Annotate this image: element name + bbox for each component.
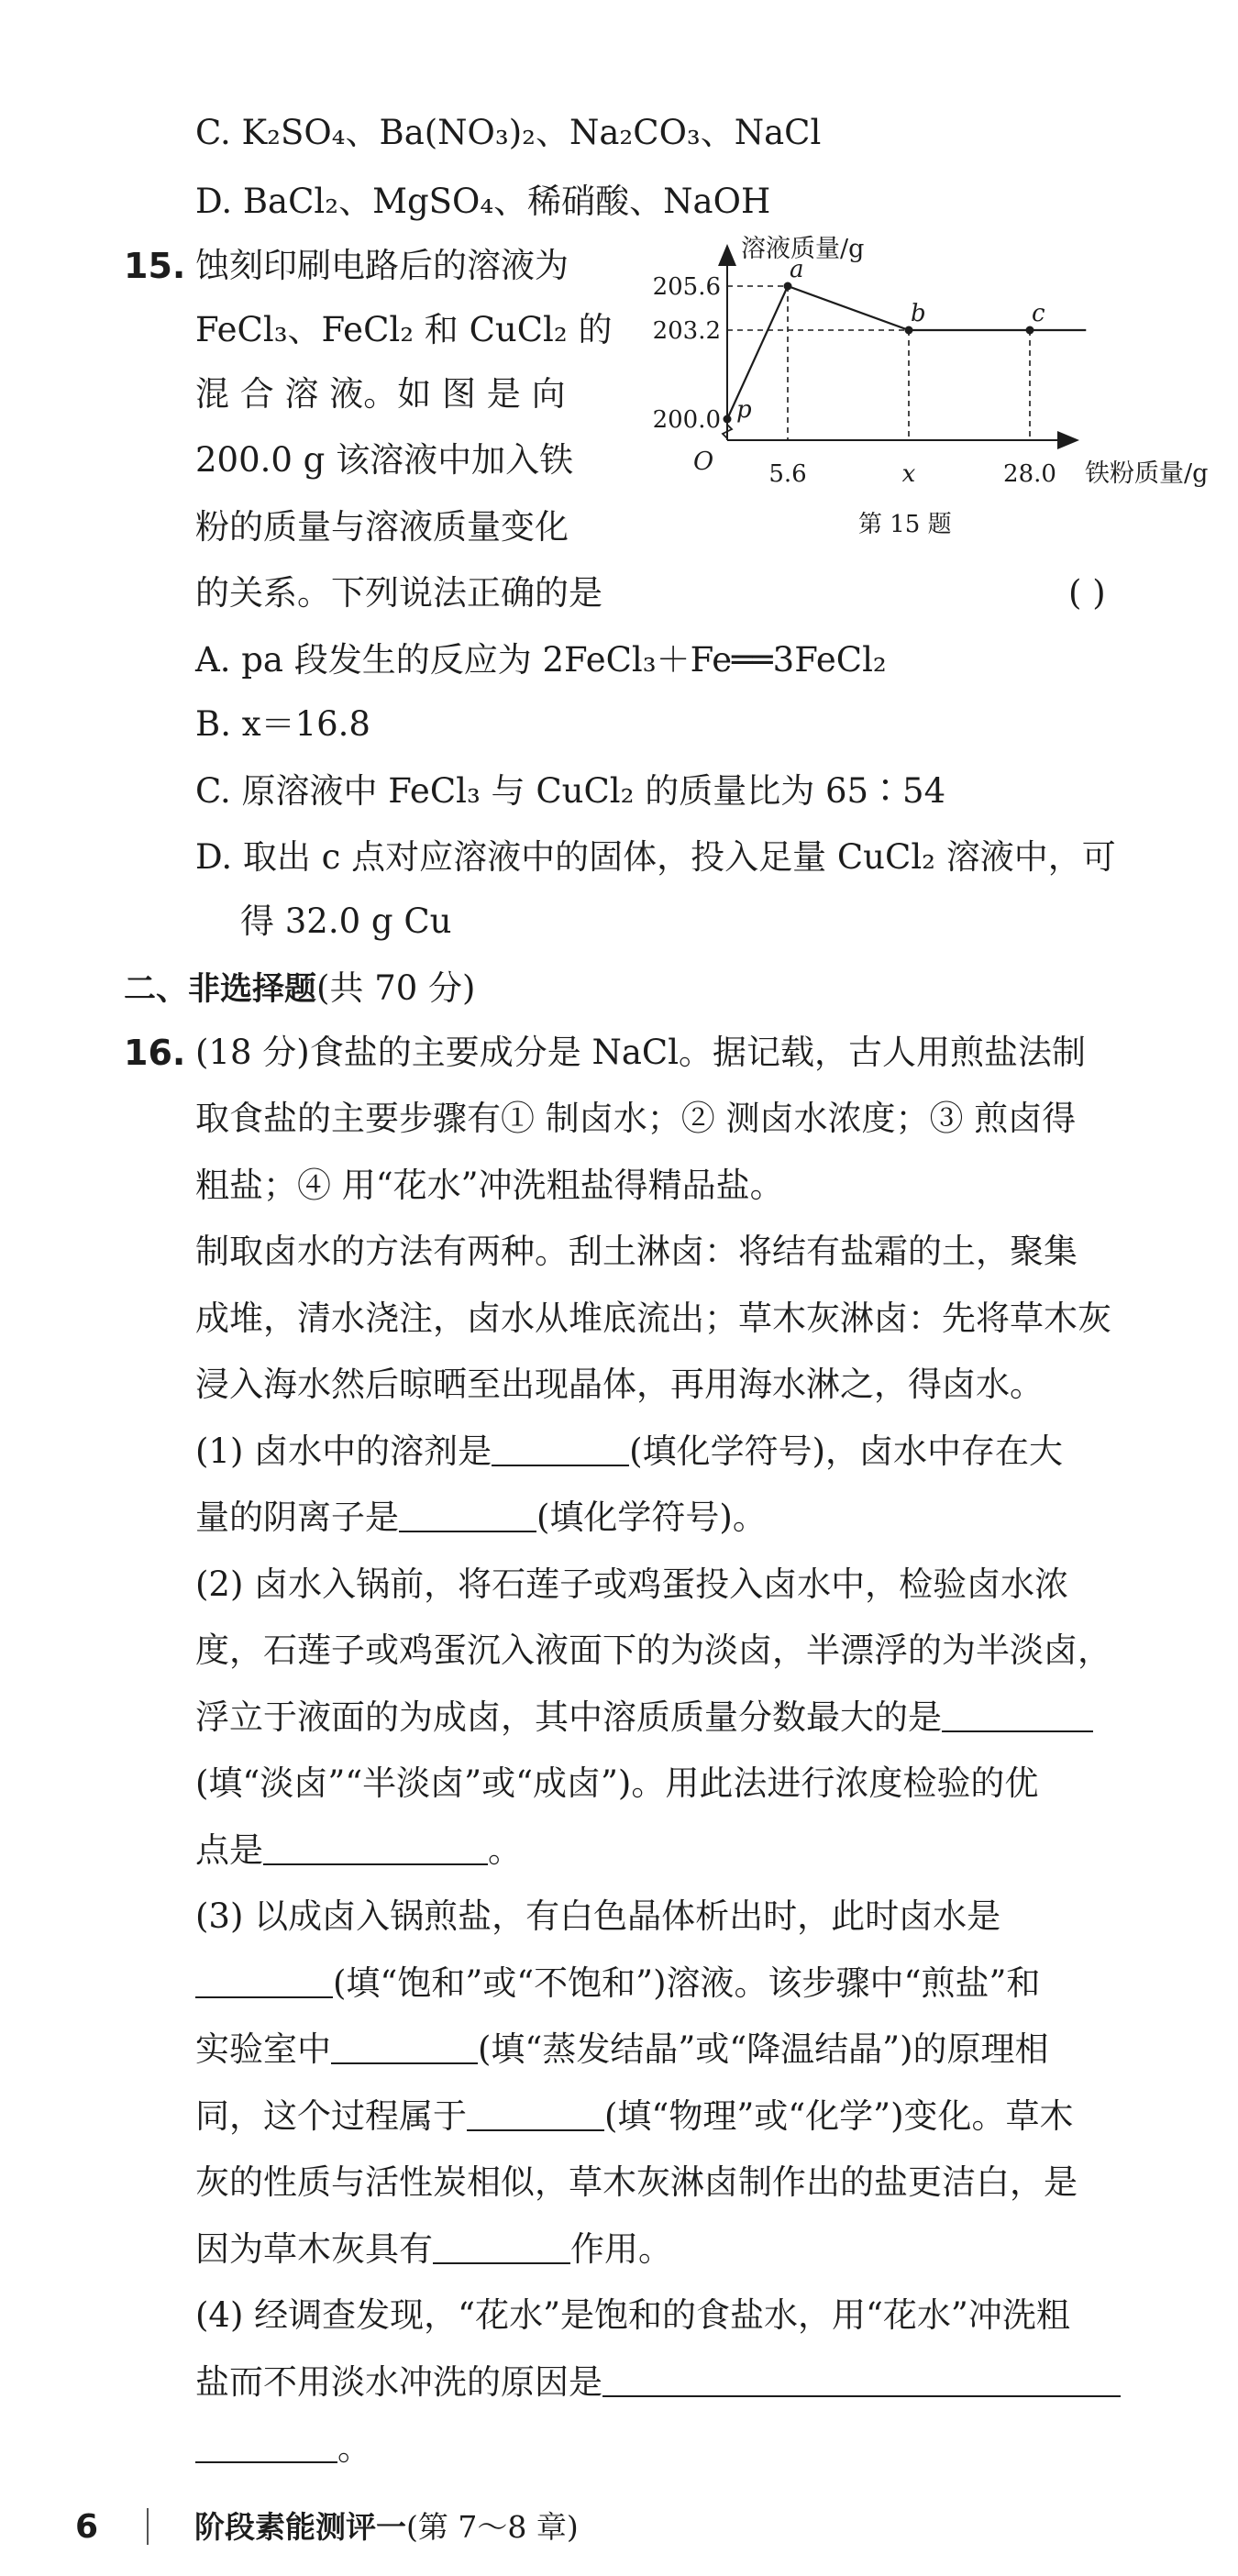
x-axis-label: 铁粉质量/g <box>1085 459 1209 488</box>
q16-line: 制取卤水的方法有两种。刮土淋卤：将结有盐霜的土，聚集 <box>195 1232 1078 1271</box>
q16-part3-line4: 同，这个过程属于 (填“物理”或“化学”)变化。草木 <box>195 2096 1074 2136</box>
q16-part2-line3: 浮立于液面的为成卤，其中溶质质量分数最大的是 <box>195 1695 1093 1741</box>
q15-stem-line: 蚀刻印刷电路后的溶液为 <box>195 246 569 285</box>
q16-line: 取食盐的主要步骤有① 制卤水；② 测卤水浓度；③ 煎卤得 <box>195 1099 1077 1138</box>
q16-part3-line3: 实验室中 (填“蒸发结晶”或“降温结晶”)的原理相 <box>195 2029 1049 2069</box>
q15-answer-paren: ( ) <box>1068 573 1106 613</box>
q15-stem-line: 混 合 溶 液。如 图 是 向 <box>195 374 566 414</box>
answer-blank[interactable] <box>195 2428 337 2463</box>
q16-number: 16. <box>124 1033 186 1073</box>
answer-blank[interactable] <box>433 2229 570 2264</box>
answer-blank[interactable] <box>467 2096 604 2131</box>
answer-blank[interactable] <box>942 1697 1093 1732</box>
x-tick-label: 5.6 <box>768 460 807 488</box>
data-point-p <box>724 415 732 424</box>
q15-option-d: D. 取出 c 点对应溶液中的固体，投入足量 CuCl₂ 溶液中，可 <box>195 837 1116 877</box>
q14-option-c: C. K₂SO₄、Ba(NO₃)₂、Na₂CO₃、NaCl <box>195 113 822 152</box>
q16-line: 粗盐；④ 用“花水”冲洗粗盐得精品盐。 <box>195 1166 784 1205</box>
y-tick-labels <box>653 273 721 434</box>
answer-blank[interactable] <box>263 1830 488 1865</box>
q15-option-a: A. pa 段发生的反应为 2FeCl₃＋Fe══3FeCl₂ <box>195 640 887 680</box>
footer-title: 阶段素能测评一(第 7～8 章) <box>194 2509 579 2545</box>
q16-part4-line2: 盐而不用淡水冲洗的原因是 <box>195 2360 1121 2405</box>
point-label-p: p <box>736 396 752 424</box>
q14-option-d: D. BaCl₂、MgSO₄、稀硝酸、NaOH <box>195 182 771 221</box>
q15-stem-line: 的关系。下列说法正确的是 <box>195 573 602 613</box>
q16-part4-line1: (4) 经调查发现，“花水”是饱和的食盐水，用“花水”冲洗粗 <box>195 2295 1070 2335</box>
section-score: (共 70 分) <box>316 968 476 1008</box>
page-number: 6 <box>75 2508 99 2546</box>
q15-stem-line: 200.0 g 该溶液中加入铁 <box>195 440 574 480</box>
q16-line: 浸入海水然后晾晒至出现晶体，再用海水淋之，得卤水。 <box>195 1365 1044 1404</box>
q15-chart <box>652 229 1209 596</box>
q15-stem-line: FeCl₃、FeCl₂ 和 CuCl₂ 的 <box>195 310 613 349</box>
q16-line: 成堆，清水浇注，卤水从堆底流出；草木灰淋卤：先将草木灰 <box>195 1299 1111 1338</box>
y-tick-label: 205.6 <box>652 273 721 301</box>
q15-stem-line: 粉的质量与溶液质量变化 <box>195 507 569 547</box>
q16-part2-line2: 度，石莲子或鸡蛋沉入液面下的为淡卤，半漂浮的为半淡卤， <box>195 1631 1111 1670</box>
point-label-b: b <box>911 300 926 327</box>
q16-part3-line6: 因为草木灰具有 作用。 <box>195 2229 672 2269</box>
q16-part2-line1: (2) 卤水入锅前，将石莲子或鸡蛋投入卤水中，检验卤水浓 <box>195 1564 1069 1604</box>
answer-blank[interactable] <box>195 1963 333 1998</box>
origin-label: O <box>693 448 714 476</box>
y-tick-label: 203.2 <box>652 317 721 345</box>
q16-part1-line2: 量的阴离子是 (填化学符号)。 <box>195 1498 767 1537</box>
section-title: 二、非选择题 <box>124 971 317 1008</box>
q16-part3-line5: 灰的性质与活性炭相似，草木灰淋卤制作出的盐更洁白，是 <box>195 2162 1078 2202</box>
q16-part2-line4: (填“淡卤”“半淡卤”或“成卤”)。用此法进行浓度检验的优 <box>195 1763 1039 1803</box>
x-tick-labels <box>768 460 1056 488</box>
guide-lines <box>727 286 1030 440</box>
answer-blank[interactable] <box>492 1432 629 1466</box>
q16-part1-line1: (1) 卤水中的溶剂是 (填化学符号)，卤水中存在大 <box>195 1432 1064 1471</box>
footer-divider <box>147 2508 149 2545</box>
q15-option-d-cont: 得 32.0 g Cu <box>240 901 452 941</box>
q16-part2-line5: 点是 。 <box>195 1830 522 1870</box>
chart-caption: 第 15 题 <box>858 511 952 538</box>
point-label-c: c <box>1032 300 1045 327</box>
answer-blank[interactable] <box>602 2362 1121 2397</box>
q16-line: (18 分)食盐的主要成分是 NaCl。据记载，古人用煎盐法制 <box>195 1033 1087 1072</box>
data-points <box>724 256 1046 424</box>
q16-part3-line1: (3) 以成卤入锅煎盐，有白色晶体析出时，此时卤水是 <box>195 1896 1001 1936</box>
q16-part4-line3: 。 <box>195 2426 371 2471</box>
point-label-a: a <box>790 256 804 283</box>
answer-blank[interactable] <box>399 1498 536 1532</box>
x-tick-label: x <box>901 460 916 488</box>
q15-number: 15. <box>124 246 186 286</box>
x-tick-label: 28.0 <box>1003 460 1056 488</box>
answer-blank[interactable] <box>331 2029 478 2064</box>
y-axis-label: 溶液质量/g <box>741 235 865 263</box>
q16-part3-line2: (填“饱和”或“不饱和”)溶液。该步骤中“煎盐”和 <box>195 1961 1040 2007</box>
q15-option-c: C. 原溶液中 FeCl₃ 与 CuCl₂ 的质量比为 65∶54 <box>195 771 946 811</box>
q15-option-b: B. x＝16.8 <box>195 704 370 744</box>
section-heading <box>124 966 476 1012</box>
y-tick-label: 200.0 <box>652 406 721 434</box>
